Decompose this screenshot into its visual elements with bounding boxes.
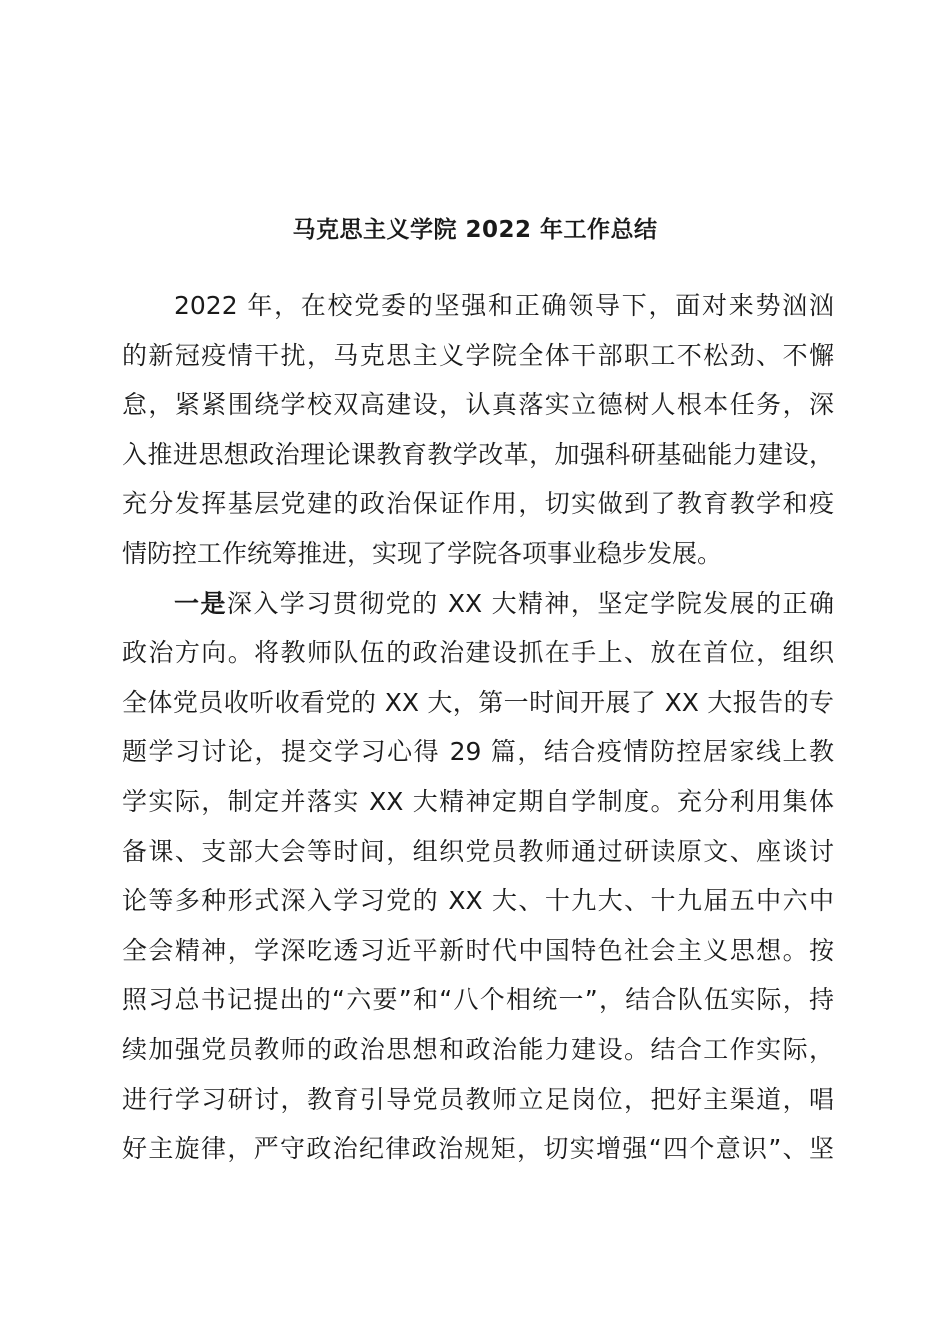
paragraph-2-line-2: 政治方向。将教师队伍的政治建设抓在手上、放在首位，组织 [122,638,834,668]
paragraph-2-lead: 一是 [174,588,227,618]
paragraph-2-line-12: 好主旋律，严守政治纪律政治规矩，切实增强“四个意识”、坚 [122,1134,834,1164]
paragraph-2-line-9: 照习总书记提出的“六要”和“八个相统一”，结合队伍实际，持 [122,985,834,1015]
paragraph-1-line-2: 的新冠疫情干扰，马克思主义学院全体干部职工不松劲、不懈 [122,340,834,370]
paragraph-2-line-1 [122,579,834,629]
document-body [122,281,834,1174]
paragraph-2-line-1-text: 深入学习贯彻党的 XX 大精神，坚定学院发展的正确 [226,588,834,618]
paragraph-2-line-3: 全体党员收听收看党的 XX 大，第一时间开展了 XX 大报告的专 [122,687,834,717]
paragraph-1-line-3: 怠，紧紧围绕学校双高建设，认真落实立德树人根本任务，深 [122,390,834,420]
paragraph-2-line-5: 学实际，制定并落实 XX 大精神定期自学制度。充分利用集体 [122,786,834,816]
paragraph-1-line-1: 2022 年，在校党委的坚强和正确领导下，面对来势汹汹 [174,291,834,320]
paragraph-1-line-4: 入推进思想政治理论课教育教学改革，加强科研基础能力建设， [122,439,834,469]
paragraph-2-line-4: 题学习讨论，提交学习心得 29 篇，结合疫情防控居家线上教 [122,737,834,767]
document-title: 马克思主义学院 2022 年工作总结 [292,217,658,243]
paragraph-2-line-8: 全会精神，学深吃透习近平新时代中国特色社会主义思想。按 [122,935,834,965]
paragraph-1-line-5: 充分发挥基层党建的政治保证作用，切实做到了教育教学和疫 [122,489,834,519]
paragraph-2-line-10: 续加强党员教师的政治思想和政治能力建设。结合工作实际， [122,1034,834,1064]
paragraph-2-line-7: 论等多种形式深入学习党的 XX 大、十九大、十九届五中六中 [122,886,834,916]
paragraph-1-line-6: 情防控工作统筹推进，实现了学院各项事业稳步发展。 [122,538,723,568]
paragraph-2-line-11: 进行学习研讨，教育引导党员教师立足岗位，把好主渠道，唱 [122,1084,834,1114]
paragraph-2-line-6: 备课、支部大会等时间，组织党员教师通过研读原文、座谈讨 [122,836,834,866]
